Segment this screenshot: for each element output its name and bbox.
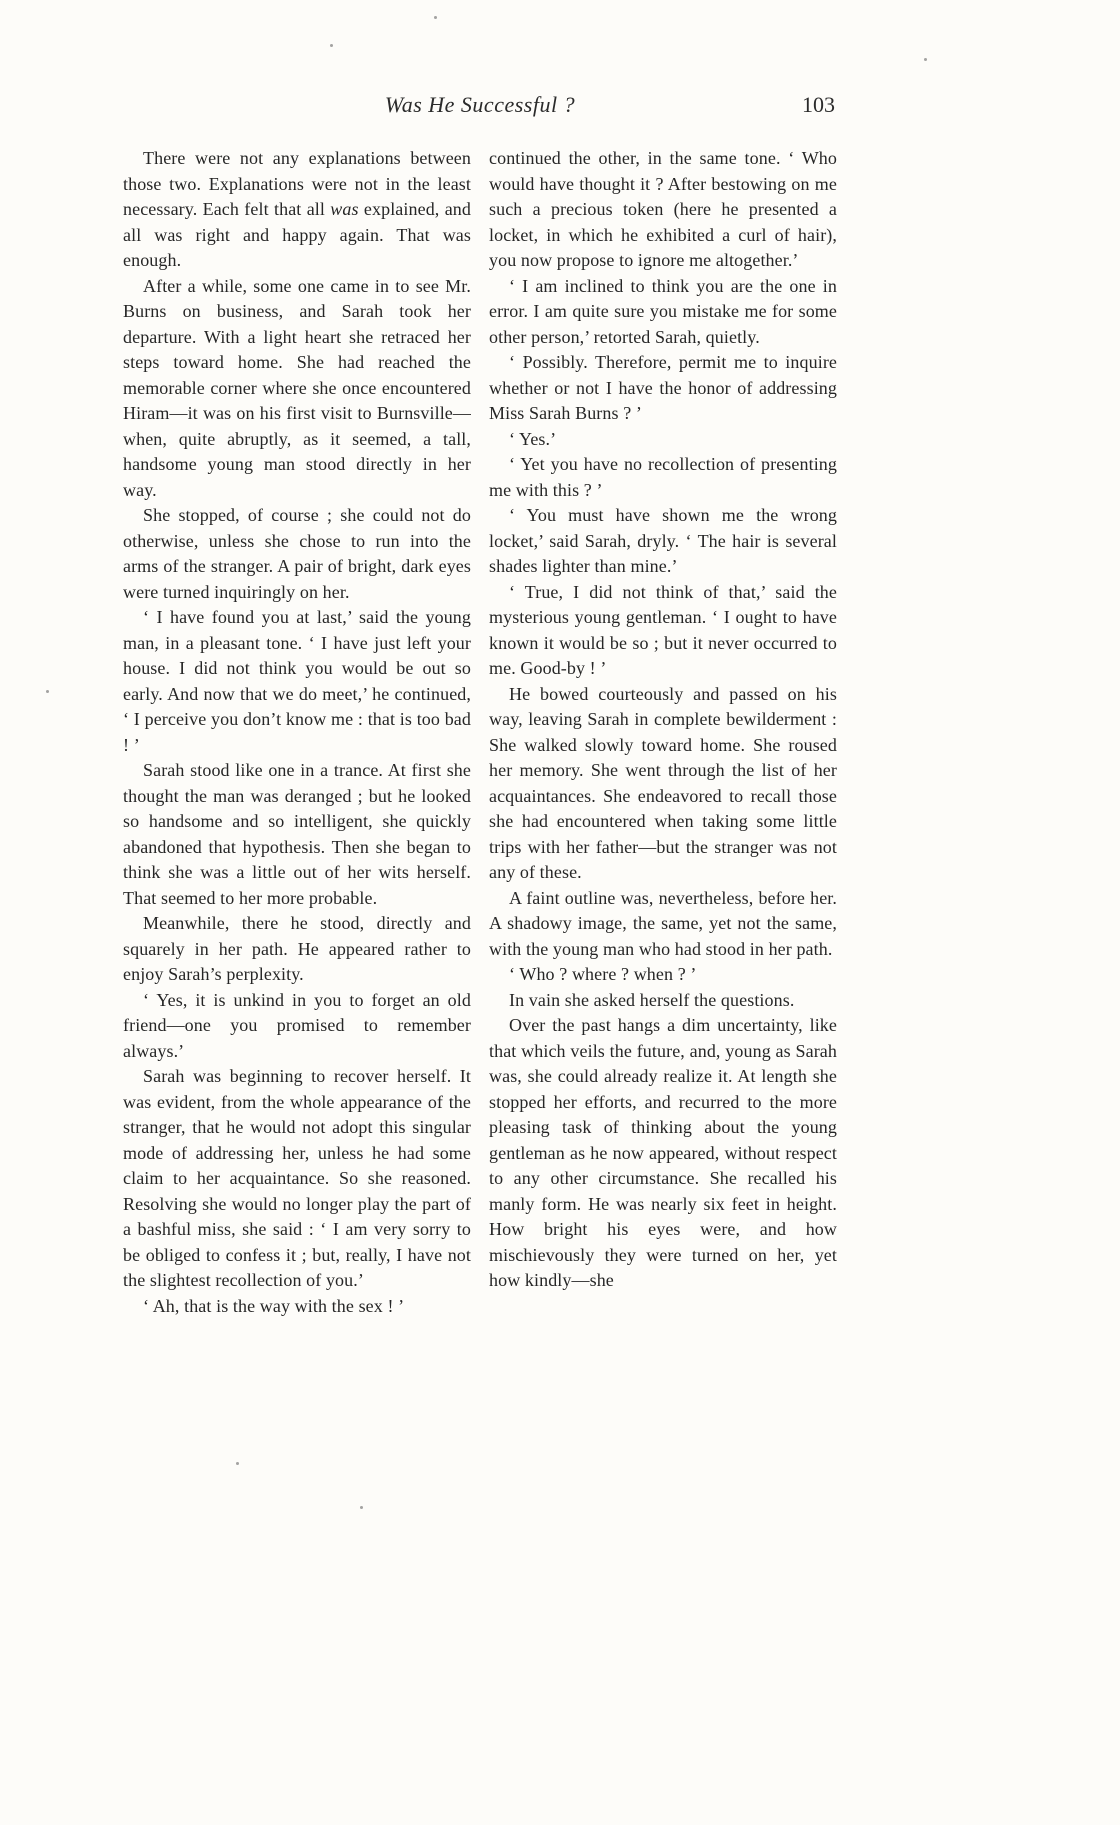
paragraph: Sarah was beginning to recover herself. It was evident, from the whole appearance of the stranger, that he would not adopt this singular mode of addressing her, unless he had some claim to her acquaintance. So she reasoned. Resolving she would no longer play the part of a bashful miss, she said : ‘ I am very sorry to be obliged to confess it ; but, really, I have not the slightest recollection of you.’ bbox=[123, 1066, 471, 1290]
paragraph: In vain she asked herself the questions. bbox=[509, 989, 795, 1010]
scan-speck bbox=[434, 16, 437, 19]
paragraph: There were not any explanations between those two. Explanations were not in the least necessary. Each felt that all was explained, and all was right and happy again. That was enough. bbox=[123, 148, 471, 270]
body-columns bbox=[123, 146, 837, 1319]
paragraph: After a while, some one came in to see Mr. Burns on business, and Sarah took her departure. With a light heart she retraced her steps toward home. She had reached the memorable corner where she once encountered Hiram—it was on his first visit to Burnsville—when, quite abruptly, as it seemed, a tall, handsome young man stood directly in her way. bbox=[123, 275, 471, 500]
paragraph: Over the past hangs a dim uncertainty, like that which veils the future, and, young as Sarah was, she could already realize it. At length she stopped her efforts, and recurred to the more pleasing task of thinking about the young gentleman as he now appeared, without respect to any other circumstance. She recalled his manly form. He was nearly six feet in height. How bright his eyes were, and how mischievously they were turned on her, yet how kindly—she bbox=[489, 1015, 837, 1290]
paragraph: Meanwhile, there he stood, directly and squarely in her path. He appeared rather to enjoy Sarah’s perplexity. bbox=[123, 913, 471, 984]
paragraph: ‘ Who ? where ? when ? ’ bbox=[509, 964, 697, 984]
scan-speck bbox=[46, 690, 49, 693]
scan-speck bbox=[360, 1506, 363, 1509]
paragraph: ‘ Ah, that is the way with the sex ! ’ bbox=[143, 1295, 405, 1316]
paragraph: She stopped, of course ; she could not do otherwise, unless she chose to run into the arms of the stranger. A pair of bright, dark eyes were turned inquiringly on her. bbox=[123, 505, 471, 602]
column-left bbox=[123, 146, 471, 1319]
scan-speck bbox=[924, 58, 927, 61]
paragraph: ‘ Possibly. Therefore, permit me to inquire whether or not I have the honor of addressing Miss Sarah Burns ? ’ bbox=[489, 352, 837, 423]
text-block bbox=[123, 92, 837, 1319]
paragraph: A faint outline was, nevertheless, before her. A shadowy image, the same, yet not the same, with the young man who had stood in her path. bbox=[489, 887, 837, 959]
column-right bbox=[489, 146, 837, 1319]
paragraph: ‘ You must have shown me the wrong locket,’ said Sarah, dryly. ‘ The hair is several shades lighter than mine.’ bbox=[489, 505, 837, 576]
paragraph: ‘ Yes.’ bbox=[509, 428, 557, 449]
paragraph: Sarah stood like one in a trance. At first she thought the man was deranged ; but he looked so handsome and so intelligent, she quickly abandoned that hypothesis. Then she began to think she was a little out of her wits herself. That seemed to her more probable. bbox=[123, 760, 471, 908]
paragraph: ‘ Yes, it is unkind in you to forget an old friend—one you promised to remember always.’ bbox=[123, 989, 471, 1061]
page-title: Was He Successful ? bbox=[384, 92, 576, 117]
paragraph: He bowed courteously and passed on his way, leaving Sarah in complete bewilderment : She walked slowly toward home. She roused her memory. She went through the list of her acquaintances. She endeavored to recall those she had encountered when taking some little trips with her father—but the stranger was not any of these. bbox=[489, 683, 837, 882]
scan-speck bbox=[330, 44, 333, 47]
paragraph: ‘ Yet you have no recollection of presenting me with this ? ’ bbox=[489, 454, 837, 500]
paragraph: ‘ I am inclined to think you are the one in error. I am quite sure you mistake me for some other person,’ retorted Sarah, quietly. bbox=[489, 275, 837, 347]
page-number: 103 bbox=[802, 92, 835, 117]
paragraph: ‘ I have found you at last,’ said the young man, in a pleasant tone. ‘ I have just left your house. I did not think you would be out so early. And now that we do meet,’ he continued, ‘ I perceive you don’t know me : that is too bad ! ’ bbox=[123, 607, 471, 755]
running-head bbox=[123, 92, 837, 126]
paragraph: ‘ True, I did not think of that,’ said the mysterious young gentleman. ‘ I ought to have known it would be so ; but it never occurred to me. Good-by ! ’ bbox=[489, 581, 837, 678]
paragraph: continued the other, in the same tone. ‘ Who would have thought it ? After bestowing on me such a precious token (here he presented a locket, in which he exhibited a curl of hair), you now propose to ignore me altogether.’ bbox=[489, 148, 837, 270]
scan-speck bbox=[236, 1462, 239, 1465]
